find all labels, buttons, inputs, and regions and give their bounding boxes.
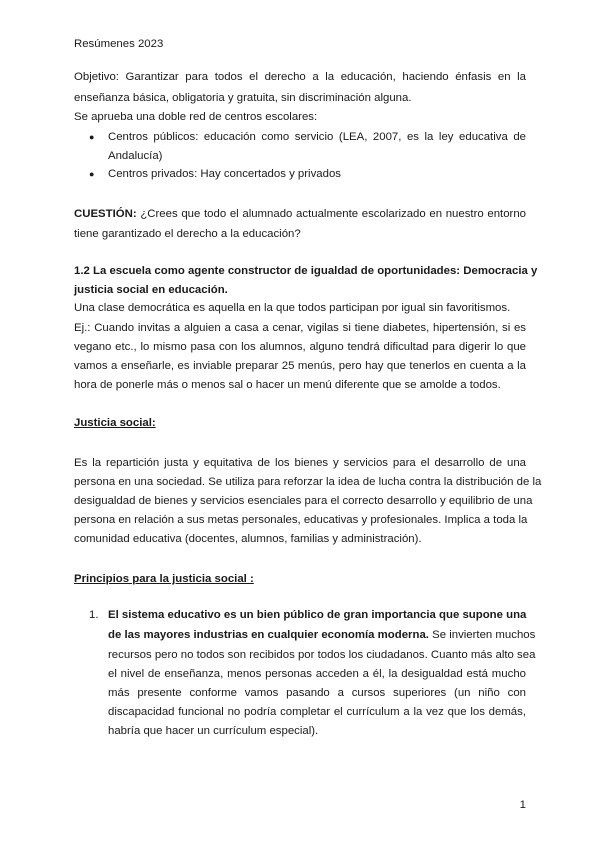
bullet-1-line-2: Andalucía) [108, 150, 163, 162]
principle-1-line-5: más presente conforme vamos pasando a cursos superiores (un niño con [108, 687, 526, 699]
page-number: 1 [519, 799, 526, 811]
section-body-line: Una clase democrática es aquella en la que todos participan por igual sin favoritismos. [74, 302, 511, 314]
principles-heading: Principios para la justicia social : [74, 573, 254, 585]
principle-1-bold-line-2: de las mayores industrias en cualquier economía moderna. [108, 629, 429, 641]
principle-1-line-2 [108, 628, 535, 642]
social-justice-line-3: desigualdad de bienes y servicios esenciales para el correcto desarrollo y equilibrio de una [74, 495, 533, 507]
objective-line-1 [74, 70, 526, 84]
section-heading-line-2: justicia social en educación. [74, 284, 228, 296]
bullet-2-line-1: Centros privados: Hay concertados y privados [108, 168, 341, 180]
principle-number: 1. [89, 609, 99, 621]
principle-1-line-2-rest: Se invierten muchos [428, 629, 536, 641]
social-justice-line-5: comunidad educativa (docentes, alumnos, familias y administración). [74, 533, 422, 545]
social-justice-line-2: persona en una sociedad. Se utiliza para reforzar la idea de lucha contra la distribución de la [74, 476, 542, 488]
question-text-1: ¿Crees que todo el alumnado actualmente escolarizado en nuestro entorno [140, 208, 526, 220]
question-line-2: tiene garantizado el derecho a la educación? [74, 228, 301, 240]
section-heading-line-1: 1.2 La escuela como agente constructor de igualdad de oportunidades: Democracia y [74, 265, 538, 277]
example-line-3: vamos a enseñarle, es inviable preparar 25 menús, pero hay que tenerlos en cuenta a la [74, 360, 526, 372]
example-line-2: vegano etc., lo mismo pasa con los alumnos, alguno tendrá dificultad para digerir lo que [74, 341, 526, 353]
objective-line-2: enseñanza básica, obligatoria y gratuita, sin discriminación alguna. [74, 92, 412, 104]
objective-text-1: Garantizar para todos el derecho a la educación, haciendo énfasis en la [125, 71, 526, 83]
question-line-1 [74, 207, 526, 221]
principle-1-line-7: habría que hacer un currículum especial). [108, 725, 319, 737]
social-justice-heading: Justicia social: [74, 417, 156, 429]
social-justice-line-4: persona en relación a sus metas personales, educativas y profesionales. Implica a toda la [74, 514, 528, 526]
example-line-4: hora de ponerle más o menos sal o hacer un menú diferente que se amolde a todos. [74, 379, 501, 391]
page-header-title: Resúmenes 2023 [74, 38, 164, 50]
question-label: CUESTIÓN: [74, 208, 137, 220]
network-intro: Se aprueba una doble red de centros escolares: [74, 111, 318, 123]
principle-1-line-3: recursos pero no todos son recibidos por todos los ciudadanos. Cuanto más alto sea [108, 649, 536, 661]
bullet-dot-icon: ● [89, 132, 95, 142]
example-line-1: Ej.: Cuando invitas a alguien a casa a cenar, vigilas si tiene diabetes, hipertensión, si es [74, 322, 526, 334]
social-justice-line-1: Es la repartición justa y equitativa de los bienes y servicios para el desarrollo de una [74, 457, 526, 469]
principle-1-line-6: discapacidad funcional no podría completar el currículum a la vez que los demás, [108, 706, 526, 718]
bullet-1-line-1: Centros públicos: educación como servicio (LEA, 2007, es la ley educativa de [108, 131, 526, 143]
bullet-dot-icon: ● [89, 169, 95, 179]
principle-1-line-4: el nivel de enseñanza, menos personas acceden a él, la desigualdad está mucho [108, 668, 526, 680]
objective-label: Objetivo: [74, 71, 119, 83]
principle-1-bold-line-1: El sistema educativo es un bien público de gran importancia que supone una [108, 609, 527, 621]
